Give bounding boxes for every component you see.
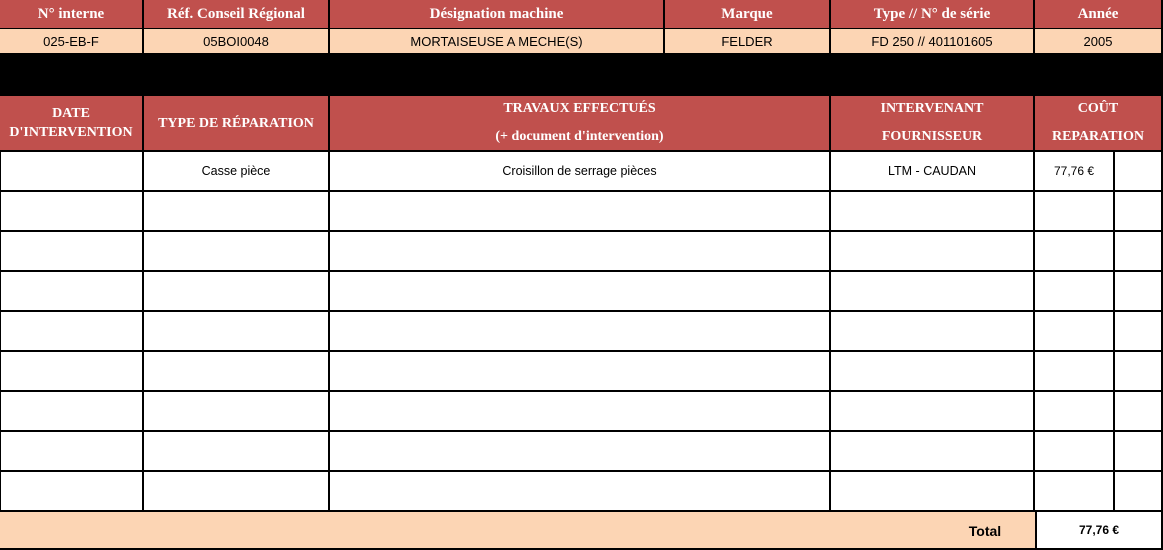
col-header-type-serie: Type // N° de série	[831, 0, 1035, 29]
cell-type-reparation[interactable]: Casse pièce	[144, 152, 330, 192]
cell-type-reparation[interactable]	[144, 472, 330, 512]
date-header-line1: DATE	[52, 106, 90, 121]
cell-cout[interactable]	[1035, 432, 1115, 472]
cell-travaux[interactable]	[330, 392, 831, 432]
total-label: Total	[968, 523, 1002, 539]
cell-travaux[interactable]: Croisillon de serrage pièces	[330, 152, 831, 192]
col-header-intervenant	[831, 96, 1035, 152]
cell-travaux[interactable]	[330, 272, 831, 312]
col-header-type-reparation	[144, 96, 330, 152]
cell-date[interactable]	[0, 272, 144, 312]
cell-date[interactable]	[0, 232, 144, 272]
col-header-cout	[1035, 96, 1163, 152]
cell-intervenant[interactable]: LTM - CAUDAN	[831, 152, 1035, 192]
cell-cout[interactable]	[1035, 192, 1115, 232]
value-designation[interactable]: MORTAISEUSE A MECHE(S)	[330, 29, 665, 55]
type-header-label: TYPE DE RÉPARATION	[158, 115, 314, 131]
cout-header-line2: REPARATION	[1051, 129, 1145, 144]
travaux-header-line2: (+ document d'intervention)	[495, 129, 664, 144]
cell-intervenant[interactable]	[831, 232, 1035, 272]
cell-intervenant[interactable]	[831, 352, 1035, 392]
cell-cout[interactable]	[1035, 352, 1115, 392]
cell-cout[interactable]	[1035, 472, 1115, 512]
cell-travaux[interactable]	[330, 432, 831, 472]
cell-type-reparation[interactable]	[144, 232, 330, 272]
black-separator-band	[0, 55, 1163, 96]
cell-travaux[interactable]	[330, 232, 831, 272]
cell-intervenant[interactable]	[831, 192, 1035, 232]
cell-date[interactable]	[0, 192, 144, 232]
cell-cout-extra[interactable]	[1115, 392, 1163, 432]
cell-date[interactable]	[0, 392, 144, 432]
col-header-travaux	[330, 96, 831, 152]
cell-cout-extra[interactable]	[1115, 352, 1163, 392]
cell-type-reparation[interactable]	[144, 352, 330, 392]
cell-date[interactable]	[0, 312, 144, 352]
value-ref-conseil[interactable]: 05BOI0048	[144, 29, 330, 55]
cell-cout-extra[interactable]	[1115, 312, 1163, 352]
cell-travaux[interactable]	[330, 352, 831, 392]
cell-date[interactable]	[0, 472, 144, 512]
value-annee[interactable]: 2005	[1035, 29, 1163, 55]
col-header-marque: Marque	[665, 0, 831, 29]
col-header-ref-conseil: Réf. Conseil Régional	[144, 0, 330, 29]
cell-cout[interactable]	[1035, 272, 1115, 312]
cout-header-line1: COÛT	[1077, 101, 1119, 116]
col-header-date	[0, 96, 144, 152]
cell-travaux[interactable]	[330, 192, 831, 232]
cell-cout-extra[interactable]	[1115, 152, 1163, 192]
cell-cout[interactable]	[1035, 232, 1115, 272]
cell-cout-extra[interactable]	[1115, 192, 1163, 232]
cell-intervenant[interactable]	[831, 272, 1035, 312]
cell-cout-extra[interactable]	[1115, 472, 1163, 512]
cell-type-reparation[interactable]	[144, 312, 330, 352]
value-no-interne[interactable]: 025-EB-F	[0, 29, 144, 55]
col-header-annee: Année	[1035, 0, 1163, 29]
cell-travaux[interactable]	[330, 472, 831, 512]
cell-travaux[interactable]	[330, 312, 831, 352]
col-header-designation: Désignation machine	[330, 0, 665, 29]
date-header-line2: D'INTERVENTION	[9, 125, 133, 140]
cell-date[interactable]	[0, 152, 144, 192]
cell-type-reparation[interactable]	[144, 272, 330, 312]
value-marque[interactable]: FELDER	[665, 29, 831, 55]
cell-date[interactable]	[0, 432, 144, 472]
travaux-header-line1: TRAVAUX EFFECTUÉS	[503, 101, 656, 116]
cell-cout-extra[interactable]	[1115, 232, 1163, 272]
cell-cout[interactable]: 77,76 €	[1035, 152, 1115, 192]
cell-cout-extra[interactable]	[1115, 432, 1163, 472]
value-type-serie[interactable]: FD 250 // 401101605	[831, 29, 1035, 55]
cell-intervenant[interactable]	[831, 472, 1035, 512]
intervenant-header-line2: FOURNISSEUR	[881, 129, 983, 144]
cell-intervenant[interactable]	[831, 392, 1035, 432]
intervenant-header-line1: INTERVENANT	[880, 101, 984, 116]
cell-type-reparation[interactable]	[144, 192, 330, 232]
col-header-no-interne: N° interne	[0, 0, 144, 29]
cell-cout[interactable]	[1035, 392, 1115, 432]
cell-intervenant[interactable]	[831, 432, 1035, 472]
cell-type-reparation[interactable]	[144, 432, 330, 472]
cell-type-reparation[interactable]	[144, 392, 330, 432]
cell-cout[interactable]	[1035, 312, 1115, 352]
cell-date[interactable]	[0, 352, 144, 392]
cell-intervenant[interactable]	[831, 312, 1035, 352]
cell-cout-extra[interactable]	[1115, 272, 1163, 312]
total-value[interactable]: 77,76 €	[1035, 512, 1163, 550]
